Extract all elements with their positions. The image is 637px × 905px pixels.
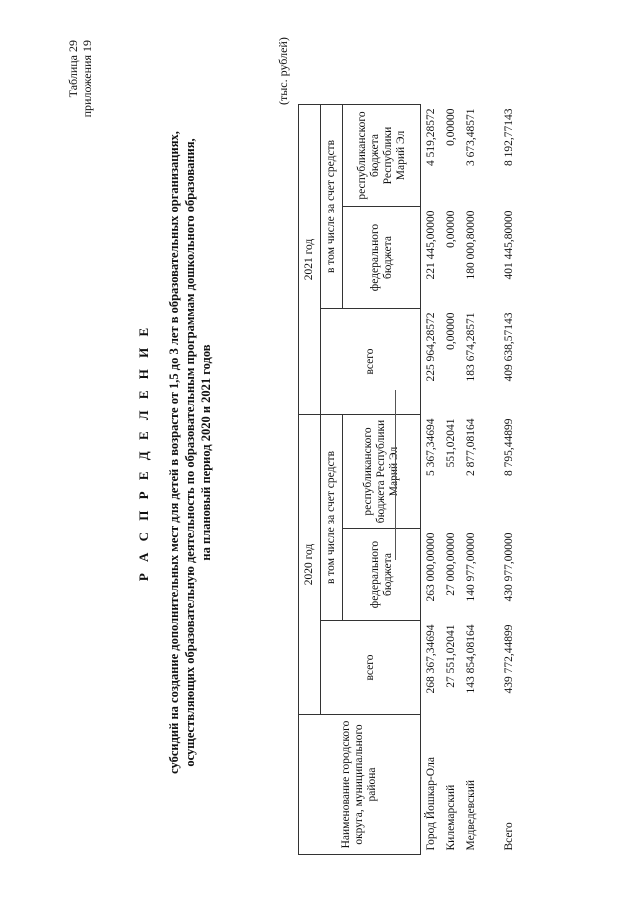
subtitle-line-2: осуществляющих образовательную деятельность по образовательным программам дошкольного образования, (183, 138, 197, 767)
header-year-2020: 2020 год (299, 415, 321, 715)
cell-federal-2021: 180 000,80000 (465, 210, 477, 280)
header-federal-2020: федерального бюджета (343, 529, 421, 621)
total-federal-2020: 430 977,00000 (503, 532, 515, 602)
table-row (441, 105, 461, 855)
cell-total-2021: 225 964,28572 (425, 312, 437, 382)
cell-republic-2020: 5 367,34694 (425, 418, 437, 476)
subsidy-table (298, 104, 519, 855)
end-divider (395, 390, 396, 560)
cell-republic-2020: 2 877,08164 (465, 418, 477, 476)
cell-federal-2020: 27 000,00000 (445, 532, 457, 596)
table-label: Таблица 29 (66, 40, 80, 98)
cell-republic-2021: 0,00000 (445, 108, 457, 146)
total-2020: 439 772,44899 (503, 624, 515, 694)
row-name: Медведевский (465, 779, 477, 851)
header-incl-2020: в том числе за счет средств (321, 415, 343, 621)
cell-total-2020: 143 854,08164 (465, 624, 477, 694)
header-republic-2020: республиканского бюджета Республики Марий Эл (343, 415, 421, 529)
header-name: Наименование городского округа, муниципального района (299, 715, 421, 855)
subtitle-line-1: субсидий на создание дополнительных мест для детей в возрасте от 1,5 до 3 лет в образовательных организациях, (167, 131, 181, 774)
cell-total-2020: 27 551,02041 (445, 624, 457, 688)
total-republic-2021: 8 192,77143 (503, 108, 515, 166)
cell-republic-2021: 3 673,48571 (465, 108, 477, 166)
table-row (461, 105, 481, 855)
cell-republic-2020: 551,02041 (445, 418, 457, 468)
header-total-2020: всего (321, 621, 421, 715)
header-total-2021: всего (321, 309, 421, 415)
cell-federal-2021: 0,00000 (445, 210, 457, 248)
total-row (481, 105, 519, 855)
cell-republic-2021: 4 519,28572 (425, 108, 437, 166)
header-federal-2021: федерального бюджета (343, 207, 421, 309)
document-subtitle (166, 0, 214, 905)
cell-federal-2021: 221 445,00000 (425, 210, 437, 280)
total-2021: 409 638,57143 (503, 312, 515, 382)
document-title: Р А С П Р Е Д Е Л Е Н И Е (136, 323, 151, 582)
total-federal-2021: 401 445,80000 (503, 210, 515, 280)
row-name: Килемарский (445, 784, 457, 851)
subtitle-line-3: на плановый период 2020 и 2021 годов (199, 344, 213, 561)
cell-federal-2020: 263 000,00000 (425, 532, 437, 602)
row-name: Город Йошкар-Ола (425, 757, 437, 851)
table-number (66, 40, 94, 117)
table-row (421, 105, 442, 855)
header-incl-2021: в том числе за счет средств (321, 105, 343, 309)
total-republic-2020: 8 795,44899 (503, 418, 515, 476)
cell-total-2020: 268 367,34694 (425, 624, 437, 694)
total-label: Всего (503, 822, 515, 851)
cell-total-2021: 183 674,28571 (465, 312, 477, 382)
header-year-2021: 2021 год (299, 105, 321, 415)
cell-total-2021: 0,00000 (445, 312, 457, 350)
appendix-label: приложения 19 (80, 40, 94, 118)
units-label: (тыс. рублей) (276, 37, 290, 105)
header-republic-2021: республиканского бюджета Республики Марий Эл (343, 105, 421, 207)
cell-federal-2020: 140 977,00000 (465, 532, 477, 602)
